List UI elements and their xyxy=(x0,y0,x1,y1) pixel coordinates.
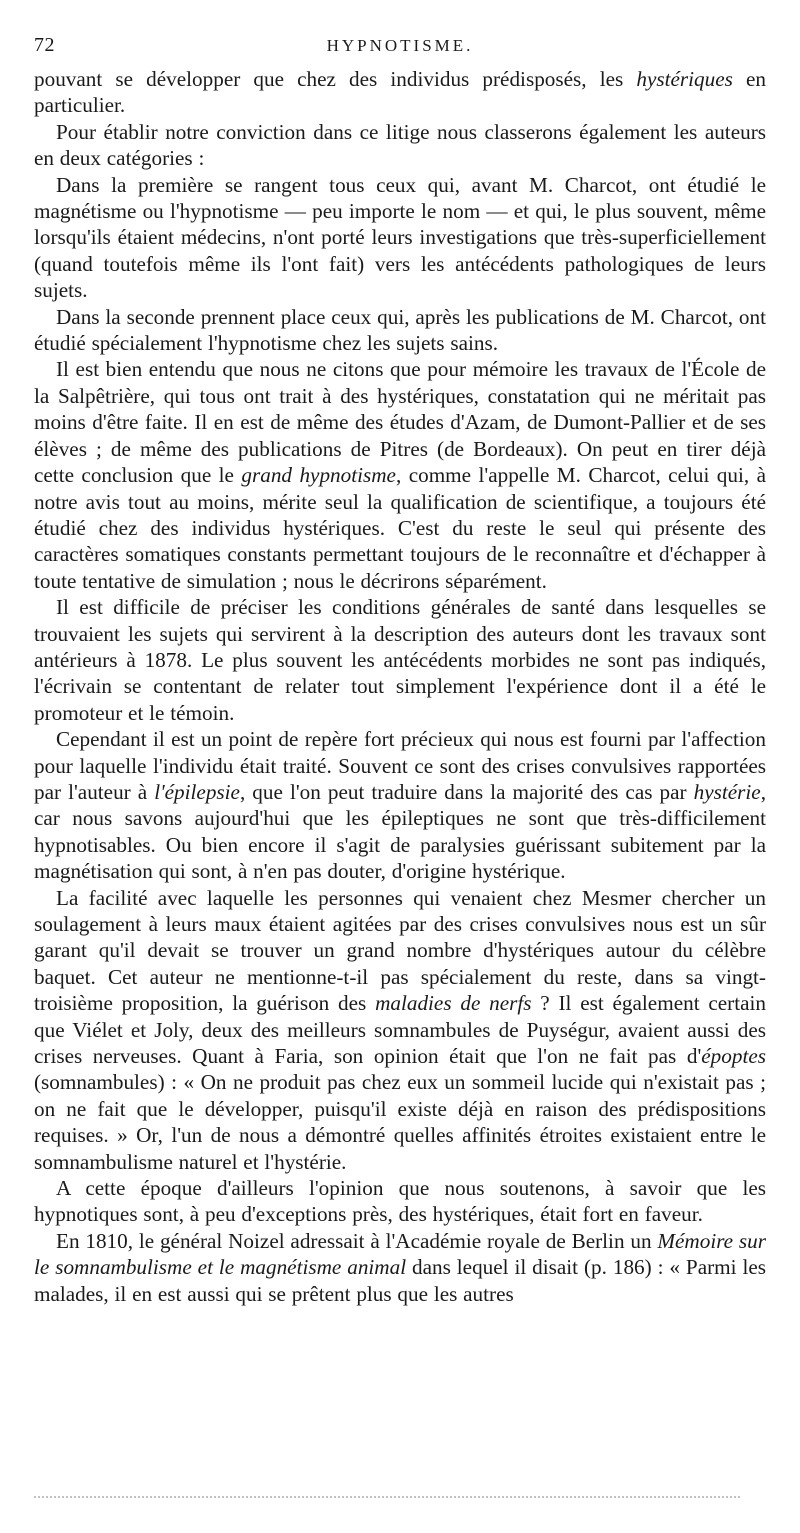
text-run: Il est bien entendu que nous ne citons que pour mémoire les travaux de l'École de la Salpêtrière, qui tous ont trait à des hystériques, constatation qui ne méritait pas moins d'être faite. Il en est de même des études d'Azam, de Dumont-Pallier et de ses élèves ; de même des publications de Pitres (de Bordeaux). On peut en tirer déjà cette conclusion que le xyxy=(34,357,766,488)
page-header xyxy=(34,30,766,66)
paragraph xyxy=(34,1175,766,1228)
text-run: ? Il est également certain que Viélet et Joly, deux des meilleurs somnambules de Puységur, avaient aussi des crises nerveuses. Quant à Faria, son opinion était que l'on ne fait pas d' xyxy=(34,991,766,1069)
text-run: , comme l'appelle M. Charcot, celui qui, à notre avis tout au moins, mérite seul la qualification de scientifique, a toujours été étudié chez des individus hystériques. C'est du reste le seul qui présente des caractères somatiques constants permettant toujours de le reconnaître et d'échapper à toute tentative de simulation ; nous le décrirons séparément. xyxy=(34,463,766,593)
italic-text: hystérie xyxy=(693,779,761,804)
italic-text: maladies de nerfs xyxy=(375,991,532,1016)
paragraph xyxy=(34,66,766,119)
text-run: pouvant se développer que chez des individus prédisposés, les xyxy=(34,67,637,91)
text-run: En 1810, le général Noizel adressait à l'Académie royale de Berlin un xyxy=(56,1228,658,1253)
text-run: La facilité avec laquelle les personnes qui venaient chez Mesmer chercher un soulagement à leurs maux étaient agitées par des crises convulsives nous est un sûr garant qu'il devait se trouver un grand nombre d'hystériques autour du célèbre baquet. Cet auteur ne mentionne-t-il pas spécialement du reste, dans sa vingt-troisième proposition, la guérison des xyxy=(34,885,766,1016)
body-text xyxy=(34,66,766,1307)
text-run: A cette époque d'ailleurs l'opinion que nous soutenons, à savoir que les hypnotiques sont, à peu d'exceptions près, des hystériques, était fort en faveur. xyxy=(34,1176,766,1227)
paragraph xyxy=(34,172,766,304)
italic-text: époptes xyxy=(701,1044,766,1069)
text-run: Dans la première se rangent tous ceux qui, avant M. Charcot, ont étudié le magnétisme ou l'hypnotisme — peu importe le nom — et qui, le plus souvent, même lorsqu'ils étaient médecins, n'ont porté leurs investigations que très-superficiellement (quand toutefois même ils l'ont fait) vers les antécédents pathologiques de leurs sujets. xyxy=(34,172,766,303)
text-run: , car nous savons aujourd'hui que les épileptiques ne sont que très-difficilement hypnotisables. Ou bien encore il s'agit de paralysies guérissant subitement par la magnétisation qui sont, à n'en pas douter, d'origine hystérique. xyxy=(34,779,766,884)
text-run: Pour établir notre conviction dans ce litige nous classerons également les auteurs en deux catégories : xyxy=(34,119,766,171)
paragraph xyxy=(34,304,766,357)
paragraph xyxy=(34,119,766,172)
italic-text: Mémoire sur le somnambulisme et le magnétisme animal xyxy=(34,1228,766,1280)
page-number: 72 xyxy=(34,34,55,56)
text-run: dans lequel il disait (p. 186) : « Parmi les malades, il en est aussi qui se prêtent plus que les autres xyxy=(34,1255,766,1306)
text-run: Il est difficile de préciser les conditions générales de santé dans lesquelles se trouvaient les sujets qui servirent à la description des auteurs dont les travaux sont antérieurs à 1878. Le plus souvent les antécédents morbides ne sont pas indiqués, l'écrivain se contentant de relater tout simplement l'expérience dont il a été le promoteur et le témoin. xyxy=(34,595,766,725)
text-run: en particulier. xyxy=(34,67,766,118)
paragraph xyxy=(34,885,766,1175)
paragraph xyxy=(34,356,766,594)
paragraph xyxy=(34,1228,766,1307)
italic-text: l'épilepsie xyxy=(154,779,240,804)
paragraph xyxy=(34,726,766,884)
text-run: (somnambules) : « On ne produit pas chez eux un sommeil lucide qui n'existait pas ; on ne fait que le développer, puisqu'il existe déjà en raison des prédispositions requises. » Or, l'un de nous a démontré quelles affinités étroites existaient entre le somnambulisme naturel et l'hystérie. xyxy=(34,1070,766,1174)
running-title: HYPNOTISME. xyxy=(326,36,474,55)
paragraph xyxy=(34,594,766,726)
text-run: Cependant il est un point de repère fort précieux qui nous est fourni par l'affection pour laquelle l'individu était traité. Souvent ce sont des crises convulsives rapportées par l'auteur à xyxy=(34,727,766,804)
text-run: Dans la seconde prennent place ceux qui, après les publications de M. Charcot, ont étudié spécialement l'hypnotisme chez les sujets sains. xyxy=(34,304,766,356)
footer-marks xyxy=(34,1496,740,1506)
italic-text: grand hypnotisme xyxy=(241,463,396,488)
text-run: , que l'on peut traduire dans la majorité des cas par xyxy=(239,779,694,804)
italic-text: hystériques xyxy=(636,67,733,91)
